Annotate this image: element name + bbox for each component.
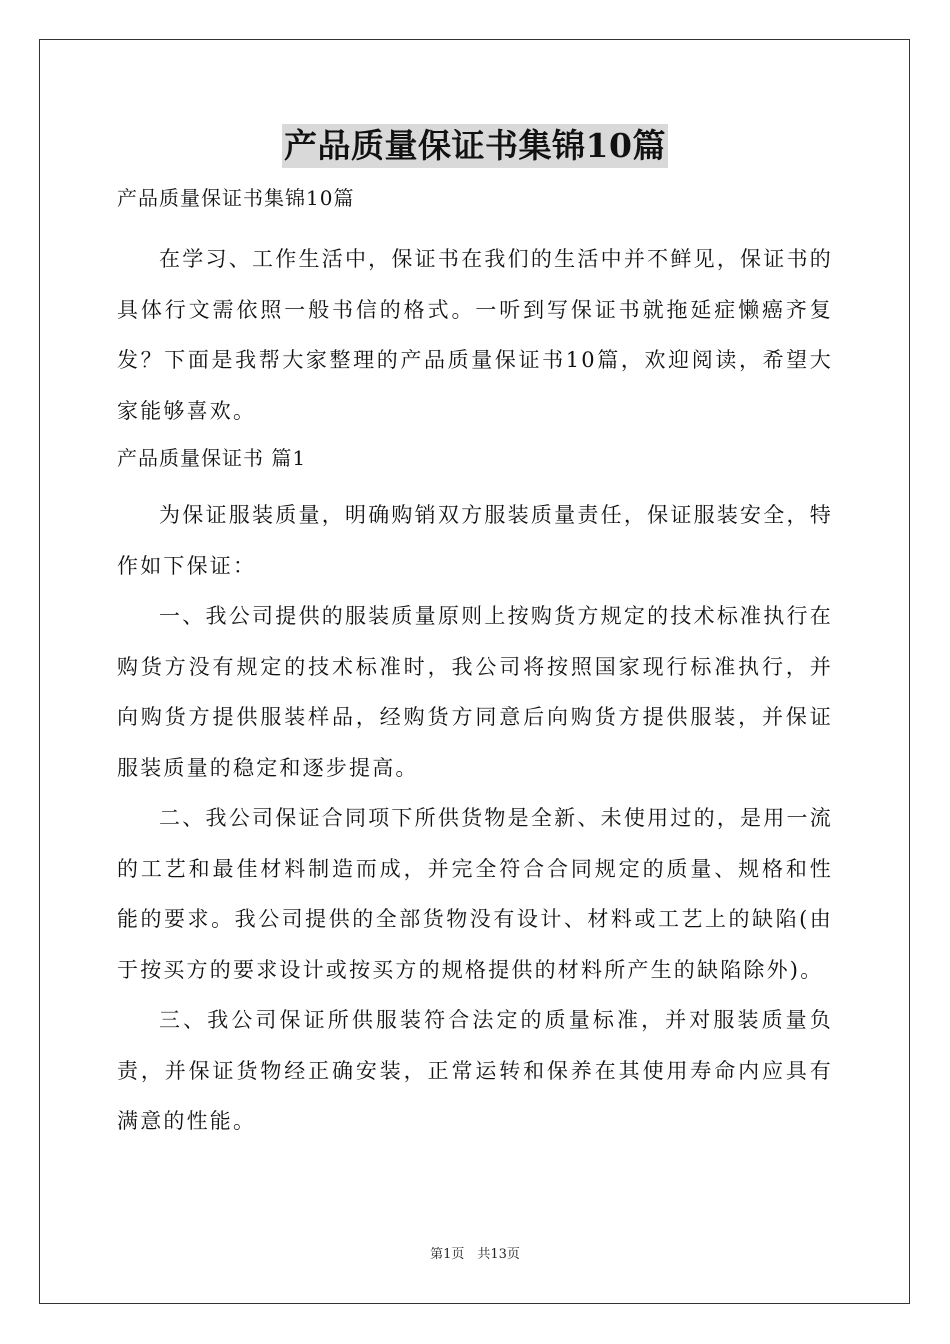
paragraph-2: 一、我公司提供的服装质量原则上按购货方规定的技术标准执行在购货方没有规定的技术标准时，我公司将按照国家现行标准执行，并向购货方提供服装样品，经购货方同意后向购货方提供服装，并保证服装质量的稳定和逐步提高。 [117,604,833,780]
intro-paragraph: 在学习、工作生活中，保证书在我们的生活中并不鲜见，保证书的具体行文需依照一般书信的格式。一听到写保证书就拖延症懒癌齐复发？下面是我帮大家整理的产品质量保证书10篇，欢迎阅读，希望大家能够喜欢。 [117,247,833,423]
document-subtitle: 产品质量保证书集锦10篇 [117,186,355,210]
document-title: 产品质量保证书集锦10篇 [282,124,668,168]
page-footer: 第1页 共13页 [430,1247,520,1262]
paragraph-1: 为保证服装质量，明确购销双方服装质量责任，保证服装安全，特作如下保证： [117,503,833,578]
document-body [117,180,833,1147]
paragraph-3: 二、我公司保证合同项下所供货物是全新、未使用过的，是用一流的工艺和最佳材料制造而成，并完全符合合同规定的质量、规格和性能的要求。我公司提供的全部货物没有设计、材料或工艺上的缺陷(由于按买方的要求设计或按买方的规格提供的材料所产生的缺陷除外)。 [117,806,833,982]
section-heading: 产品质量保证书 篇1 [117,446,307,470]
paragraph-4: 三、我公司保证所供服装符合法定的质量标准，并对服装质量负责，并保证货物经正确安装，正常运转和保养在其使用寿命内应具有满意的性能。 [117,1008,833,1133]
title-container [0,124,950,168]
